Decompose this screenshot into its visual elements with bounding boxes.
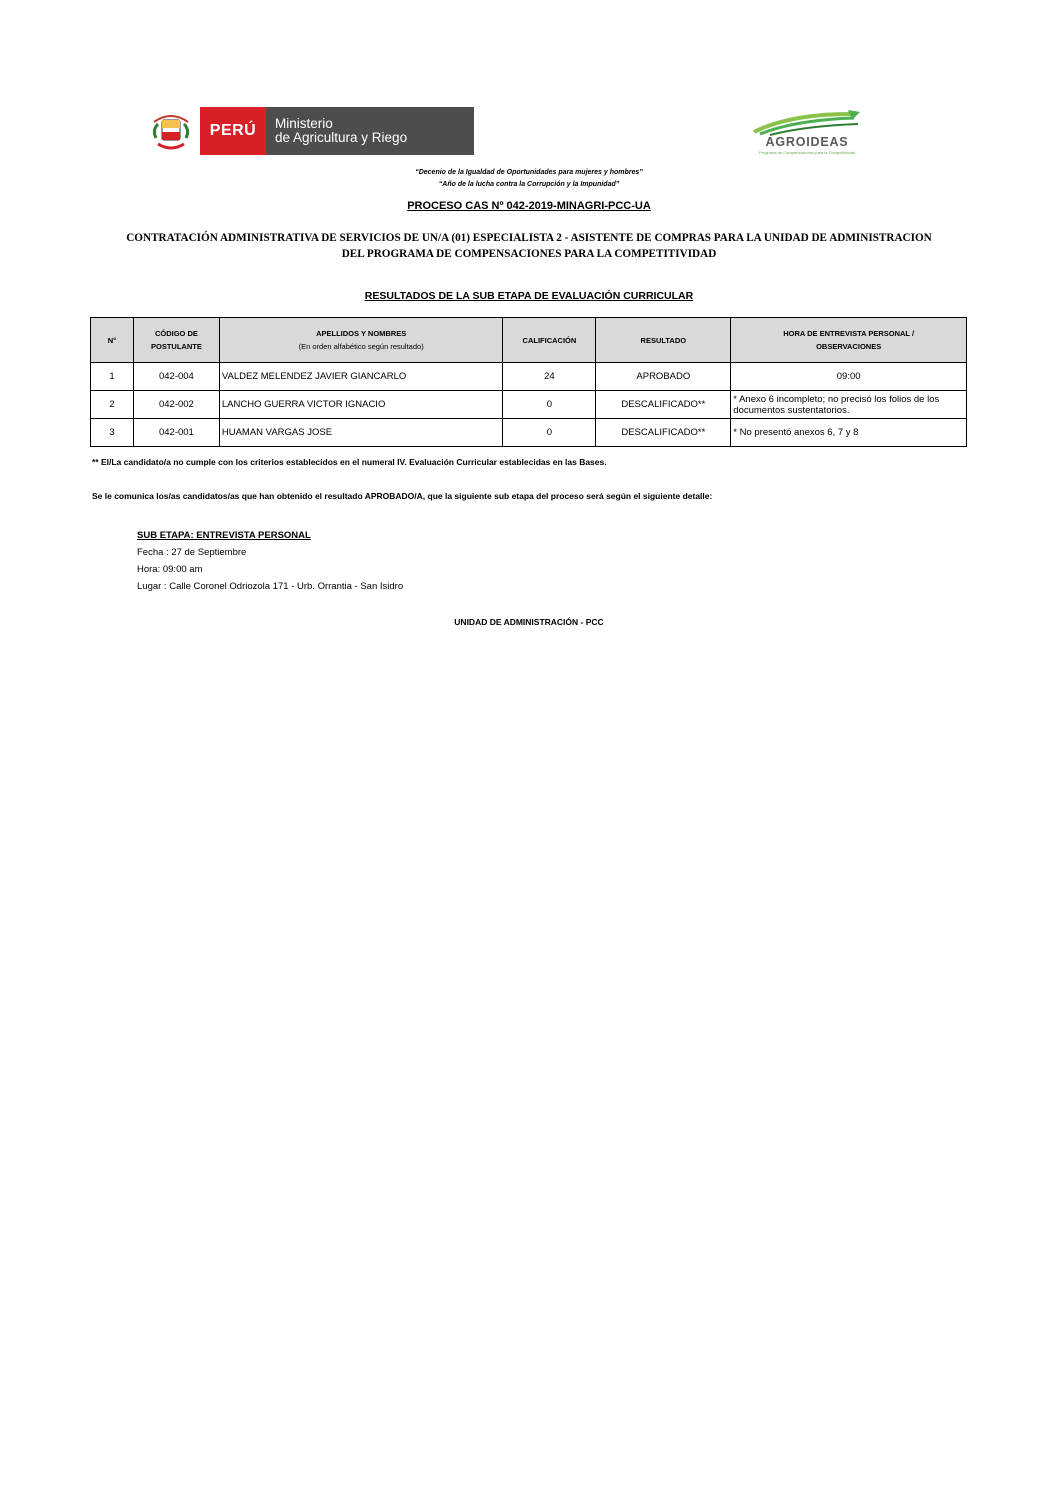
cell-observation: 09:00 bbox=[731, 363, 967, 391]
cell-name: VALDEZ MELENDEZ JAVIER GIANCARLO bbox=[219, 363, 503, 391]
process-title: PROCESO CAS Nº 042-2019-MINAGRI-PCC-UA bbox=[407, 200, 651, 212]
disqualification-note: ** El/La candidato/a no cumple con los criterios establecidos en el numeral IV. Evaluación Curricular establecidas en las Bases. bbox=[92, 457, 607, 467]
cell-num: 3 bbox=[91, 419, 134, 447]
agroideas-name: AGROIDEAS bbox=[765, 135, 849, 149]
peru-coat-of-arms-icon bbox=[148, 108, 194, 154]
table-row bbox=[91, 419, 967, 447]
agroideas-swoosh-icon bbox=[750, 108, 864, 136]
motto-line1: “Decenio de la Igualdad de Oportunidades para mujeres y hombres” bbox=[415, 169, 643, 176]
contract-line1: CONTRATACIÓN ADMINISTRATIVA DE SERVICIOS DE UN/A (01) ESPECIALISTA 2 - ASISTENTE DE COMPRAS PARA LA UNIDAD DE ADMINISTRACION bbox=[126, 232, 932, 244]
footer-signature: UNIDAD DE ADMINISTRACIÓN - PCC bbox=[454, 617, 604, 627]
ministry-line2: de Agricultura y Riego bbox=[275, 130, 408, 145]
contract-line2: DEL PROGRAMA DE COMPENSACIONES PARA LA COMPETITIVIDAD bbox=[341, 248, 717, 260]
cell-result: DESCALIFICADO** bbox=[596, 391, 731, 419]
contract-title bbox=[80, 230, 978, 262]
results-table bbox=[90, 317, 967, 447]
cell-name: LANCHO GUERRA VICTOR IGNACIO bbox=[219, 391, 503, 419]
table-row bbox=[91, 363, 967, 391]
cell-code: 042-004 bbox=[133, 363, 219, 391]
agroideas-subtitle: Programa de Compensaciones para la Competitividad bbox=[758, 150, 856, 155]
cell-num: 1 bbox=[91, 363, 134, 391]
interview-date: Fecha : 27 de Septiembre bbox=[137, 547, 247, 558]
cell-result: DESCALIFICADO** bbox=[596, 419, 731, 447]
header-code: CÓDIGO DE POSTULANTE bbox=[133, 318, 219, 363]
cell-observation: * No presentó anexos 6, 7 y 8 bbox=[731, 419, 967, 447]
table-header-row bbox=[91, 318, 967, 363]
header-observations: HORA DE ENTREVISTA PERSONAL / OBSERVACIONES bbox=[731, 318, 967, 363]
sub-stage-title: SUB ETAPA: ENTREVISTA PERSONAL bbox=[137, 530, 311, 541]
ministry-line1: Ministerio bbox=[275, 116, 333, 131]
cell-name: HUAMAN VARGAS JOSE bbox=[219, 419, 503, 447]
results-title: RESULTADOS DE LA SUB ETAPA DE EVALUACIÓN CURRICULAR bbox=[364, 290, 694, 302]
header-num: N° bbox=[91, 318, 134, 363]
cell-result: APROBADO bbox=[596, 363, 731, 391]
minagri-logo bbox=[148, 107, 474, 155]
cell-num: 2 bbox=[91, 391, 134, 419]
cell-score: 0 bbox=[503, 419, 596, 447]
motto-line2: “Año de la lucha contra la Corrupción y la Impunidad” bbox=[438, 181, 620, 188]
cell-score: 0 bbox=[503, 391, 596, 419]
cell-code: 042-002 bbox=[133, 391, 219, 419]
cell-score: 24 bbox=[503, 363, 596, 391]
table-row bbox=[91, 391, 967, 419]
agroideas-logo bbox=[750, 108, 864, 156]
interview-place: Lugar : Calle Coronel Odriozola 171 - Urb. Orrantia - San Isidro bbox=[137, 581, 404, 592]
header-name: APELLIDOS Y NOMBRES (En orden alfabético según resultado) bbox=[219, 318, 503, 363]
header-result: RESULTADO bbox=[596, 318, 731, 363]
interview-time: Hora: 09:00 am bbox=[137, 564, 203, 575]
ministry-label bbox=[266, 107, 474, 155]
cell-observation: * Anexo 6 incompleto; no precisó los folios de los documentos sustentatorios. bbox=[731, 391, 967, 419]
communication-text: Se le comunica los/as candidatos/as que han obtenido el resultado APROBADO/A, que la siguiente sub etapa del proceso será según el siguiente detalle: bbox=[92, 491, 713, 501]
peru-label: PERÚ bbox=[200, 107, 266, 155]
header-score: CALIFICACIÓN bbox=[503, 318, 596, 363]
cell-code: 042-001 bbox=[133, 419, 219, 447]
